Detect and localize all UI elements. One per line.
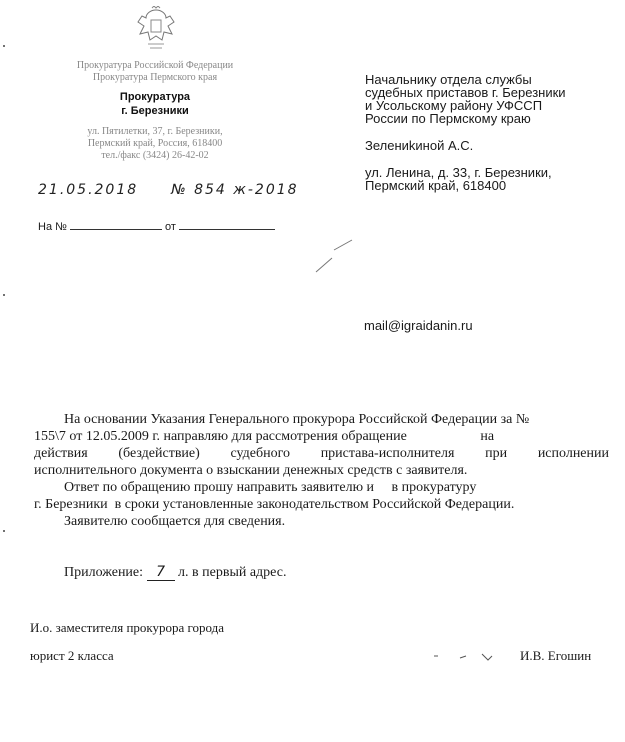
recipient-name: Зелениkиной А.С. <box>365 138 474 153</box>
recipient-address-line: ул. Ленина, д. 33, г. Березники, <box>365 165 552 180</box>
sender-line-2: Прокуратура Пермского края <box>92 72 218 83</box>
recipient-block <box>365 73 615 206</box>
attachment-label: Приложение: <box>64 565 144 580</box>
attachment-count: 7 <box>147 564 175 581</box>
body-line: 155\7 от 12.05.2009 г. направляю для рассмотрения обращение на <box>34 429 495 444</box>
sender-name-line-2: г. Березники <box>121 105 189 117</box>
scan-speck <box>3 45 5 47</box>
recipient-position-line: Начальнику отдела службы <box>365 72 532 87</box>
sender-block <box>40 60 270 162</box>
pen-mark <box>312 238 356 276</box>
sender-address-line-3: тел./факс (3424) 26-42-02 <box>101 150 209 161</box>
reference-no-label: На № <box>38 221 67 233</box>
body-line: Ответ по обращению прошу направить заявителю и в прокуратуру <box>64 480 477 495</box>
signatory-name: И.В. Егошин <box>520 648 592 663</box>
recipient-email: mail@igraidanin.ru <box>364 318 473 333</box>
outgoing-date: 21.05.2018 <box>38 182 139 198</box>
sender-address-line-1: ул. Пятилетки, 37, г. Березники, <box>87 126 223 137</box>
recipient-position-line: судебных приставов г. Березники <box>365 85 566 100</box>
recipient-position-line: и Усольскому району УФССП <box>365 98 543 113</box>
recipient-address-line: Пермский край, 618400 <box>365 178 507 193</box>
sender-address-line-2: Пермский край, Россия, 618400 <box>87 138 223 149</box>
reference-from-label: от <box>165 221 176 233</box>
body-line: г. Березники в сроки установленные законодательством Российской Федерации. <box>34 497 515 512</box>
reference-line <box>38 221 275 233</box>
outgoing-number-sign: № <box>171 182 188 198</box>
body-line: действия (бездействие) судебного пристава-исполнителя при исполнении <box>34 446 609 461</box>
coat-of-arms-emblem <box>134 6 178 54</box>
scan-speck <box>3 294 5 296</box>
attachment-suffix: л. в первый адрес. <box>178 565 287 580</box>
body-paragraph-1 <box>34 411 609 428</box>
outgoing-number: 854 ж-2018 <box>194 182 299 198</box>
signature-scribble <box>430 644 510 664</box>
letter-body <box>34 411 609 530</box>
attachment-line <box>64 564 286 581</box>
outgoing-date-number <box>38 182 308 198</box>
sender-name-line-1: Прокуратура <box>119 91 191 103</box>
body-line: исполнительного документа о взыскании денежных средств с заявителя. <box>34 463 468 478</box>
reference-number-blank <box>70 229 162 230</box>
reference-date-blank <box>179 229 275 230</box>
sender-line-1: Прокуратура Российской Федерации <box>76 60 234 71</box>
signatory-rank: юрист 2 класса <box>30 648 114 663</box>
signatory-title: И.о. заместителя прокурора города <box>30 620 225 635</box>
body-line: На основании Указания Генерального прокурора Российской Федерации за № <box>64 412 530 427</box>
body-paragraph-3: Заявителю сообщается для сведения. <box>64 514 286 529</box>
scan-speck <box>3 530 5 532</box>
recipient-position-line: России по Пермскому краю <box>365 111 531 126</box>
